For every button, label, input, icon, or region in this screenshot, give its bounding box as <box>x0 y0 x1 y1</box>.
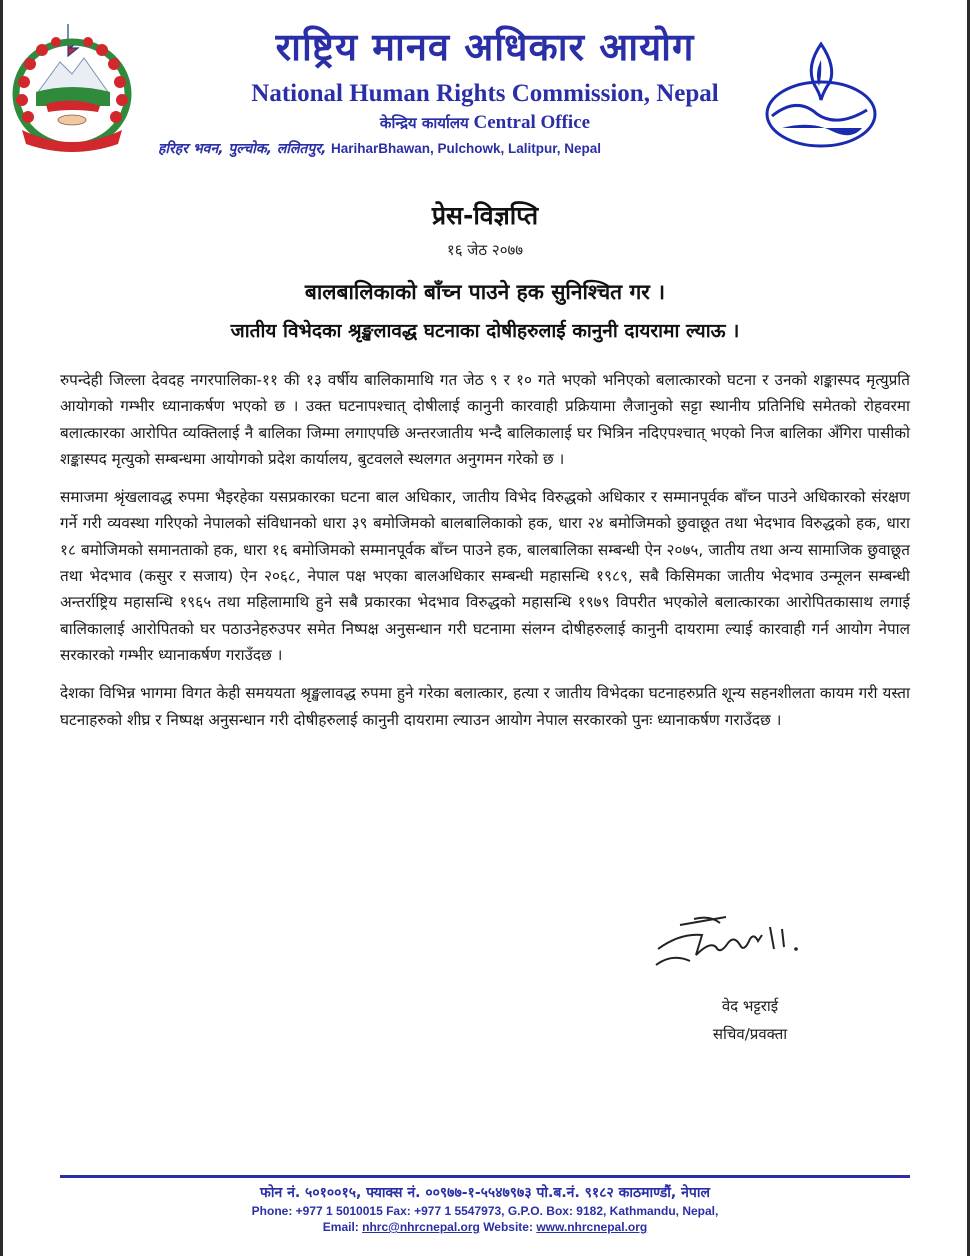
address-english: HariharBhawan, Pulchowk, Lalitpur, Nepal <box>330 141 602 156</box>
footer-contact-nepali: फोन नं. ५०१००१५, फ्याक्स नं. ००९७७-१-५५४७९७३ पो.ब.नं. ९१८२ काठमाण्डौं, नेपाल <box>260 1185 710 1201</box>
website-label: Website: <box>483 1220 533 1234</box>
press-release-date: १६ जेठ २०७७ <box>446 241 524 259</box>
address-nepali: हरिहर भवन, पुल्चोक, ललितपुर, <box>158 141 327 157</box>
email-label: Email: <box>322 1220 359 1234</box>
office-nepali: केन्द्रिय कार्यालय <box>379 114 469 132</box>
email-link[interactable]: nhrc@nhrcnepal.org <box>362 1220 480 1234</box>
headline-primary: बालबालिकाको बाँच्न पाउने हक सुनिश्चित गर । <box>304 280 666 304</box>
headline-secondary: जातीय विभेदका श्रृङ्खलावद्ध घटनाका दोषीहरुलाई कानुनी दायरामा ल्याऊ । <box>230 320 740 342</box>
website-link[interactable]: www.nhrcnepal.org <box>536 1220 648 1234</box>
signature-icon <box>650 905 840 977</box>
org-title-english: National Human Rights Commission, Nepal <box>251 80 719 107</box>
footer-contact-english: Phone: +977 1 5010015 Fax: +977 1 5547973, G.P.O. Box: 9182, Kathmandu, Nepal, <box>251 1204 719 1218</box>
footer-divider <box>60 1175 910 1178</box>
press-release-body <box>60 367 910 745</box>
body-paragraph: रुपन्देही जिल्ला देवदह नगरपालिका-११ की १३ वर्षीय बालिकामाथि गत जेठ ९ र १० गते भएको भनिएको बलात्कारको घटना र उनको शङ्कास्पद मृत्युप्रति आयोगको गम्भीर ध्यानाकर्षण भएको छ । उक्त घटनापश्चात् दोषीलाई कानुनी कारवाही प्रक्रियामा लैजानुको सट्टा स्थानीय प्रतिनिधि समेतको रोहवरमा बलात्कारका आरोपित व्यक्तिलाई नै बालिका जिम्मा लगाएपछि अन्तरजातीय भन्दै बालिकालाई घर भित्रिन नदिएपश्चात् भएको निज बालिका अँगिरा पासीको शङ्कास्पद मृत्युको सम्बन्धमा आयोगको प्रदेश कार्यालय, बुटवलले स्थलगत अनुगमन गरेको छ । <box>60 371 910 468</box>
office-line <box>150 112 820 134</box>
body-paragraph: समाजमा श्रृंखलावद्ध रुपमा भैइरहेका यसप्रकारका घटना बाल अधिकार, जातीय विभेद विरुद्धको अधिकार र सम्मानपूर्वक बाँच्न पाउने अधिकारको संरक्षण गर्ने गरी व्यवस्था गरिएको नेपालको संविधानको धारा ३९ बमोजिमको बालबालिकाको हक, धारा २४ बमोजिमको छुवाछूत तथा भेदभाव विरुद्धको हक, धारा १८ बमोजिमको समानताको हक, धारा १६ बमोजिमको सम्मानपूर्वक बाँच्न पाउने हक, बालबालिका सम्बन्धी ऐन २०७५, जातीय तथा अन्य सामाजिक छुवाछूत तथा भेदभाव (कसुर र सजाय) ऐन २०६८, नेपाल पक्ष भएका बालअधिकार सम्बन्धी महासन्धि १९८९, सबै किसिमका जातीय भेदभाव उन्मूलन सम्बन्धी अन्तर्राष्ट्रिय महासन्धि १९६५ तथा महिलामाथि हुने सबै प्रकारका भेदभाव विरुद्धको महासन्धि १९७९ विपरीत भएकोले बलात्कारका आरोपितकासाथ लगाई बालिकालाई आरोपितको घर पठाउनेहरुउपर समेत निष्पक्ष अनुसन्धान गरी घटनामा संलग्न दोषीहरुलाई कानुनी दायरामा ल्याई कारवाही गर्न आयोग नेपाल सरकारको गम्भीर ध्यानाकर्षण गराउँदछ । <box>60 488 910 664</box>
page-border-left <box>0 0 3 1256</box>
org-title-nepali: राष्ट्रिय मानव अधिकार आयोग <box>275 25 695 69</box>
signatory-title: सचिव/प्रवक्ता <box>712 1025 788 1043</box>
signatory-name: वेद भट्टराई <box>721 997 779 1015</box>
office-english: Central Office <box>473 112 591 133</box>
press-release-title: प्रेस-विज्ञप्ति <box>431 201 539 230</box>
body-paragraph: देशका विभिन्न भागमा विगत केही समययता श्रृङ्खलावद्ध रुपमा हुने गरेका बलात्कार, हत्या र जातीय विभेदका घटनाहरुप्रति शून्य सहनशीलता कायम गरी यस्ता घटनाहरुको शीघ्र र निष्पक्ष अनुसन्धान गरी दोषीहरुलाई कानुनी दायरामा ल्याउन आयोग नेपाल सरकारको पुनः ध्यानाकर्षण गराउँदछ । <box>60 684 910 729</box>
footer-links <box>60 1220 910 1234</box>
nepal-emblem-icon <box>10 22 135 152</box>
address-line <box>150 139 828 158</box>
